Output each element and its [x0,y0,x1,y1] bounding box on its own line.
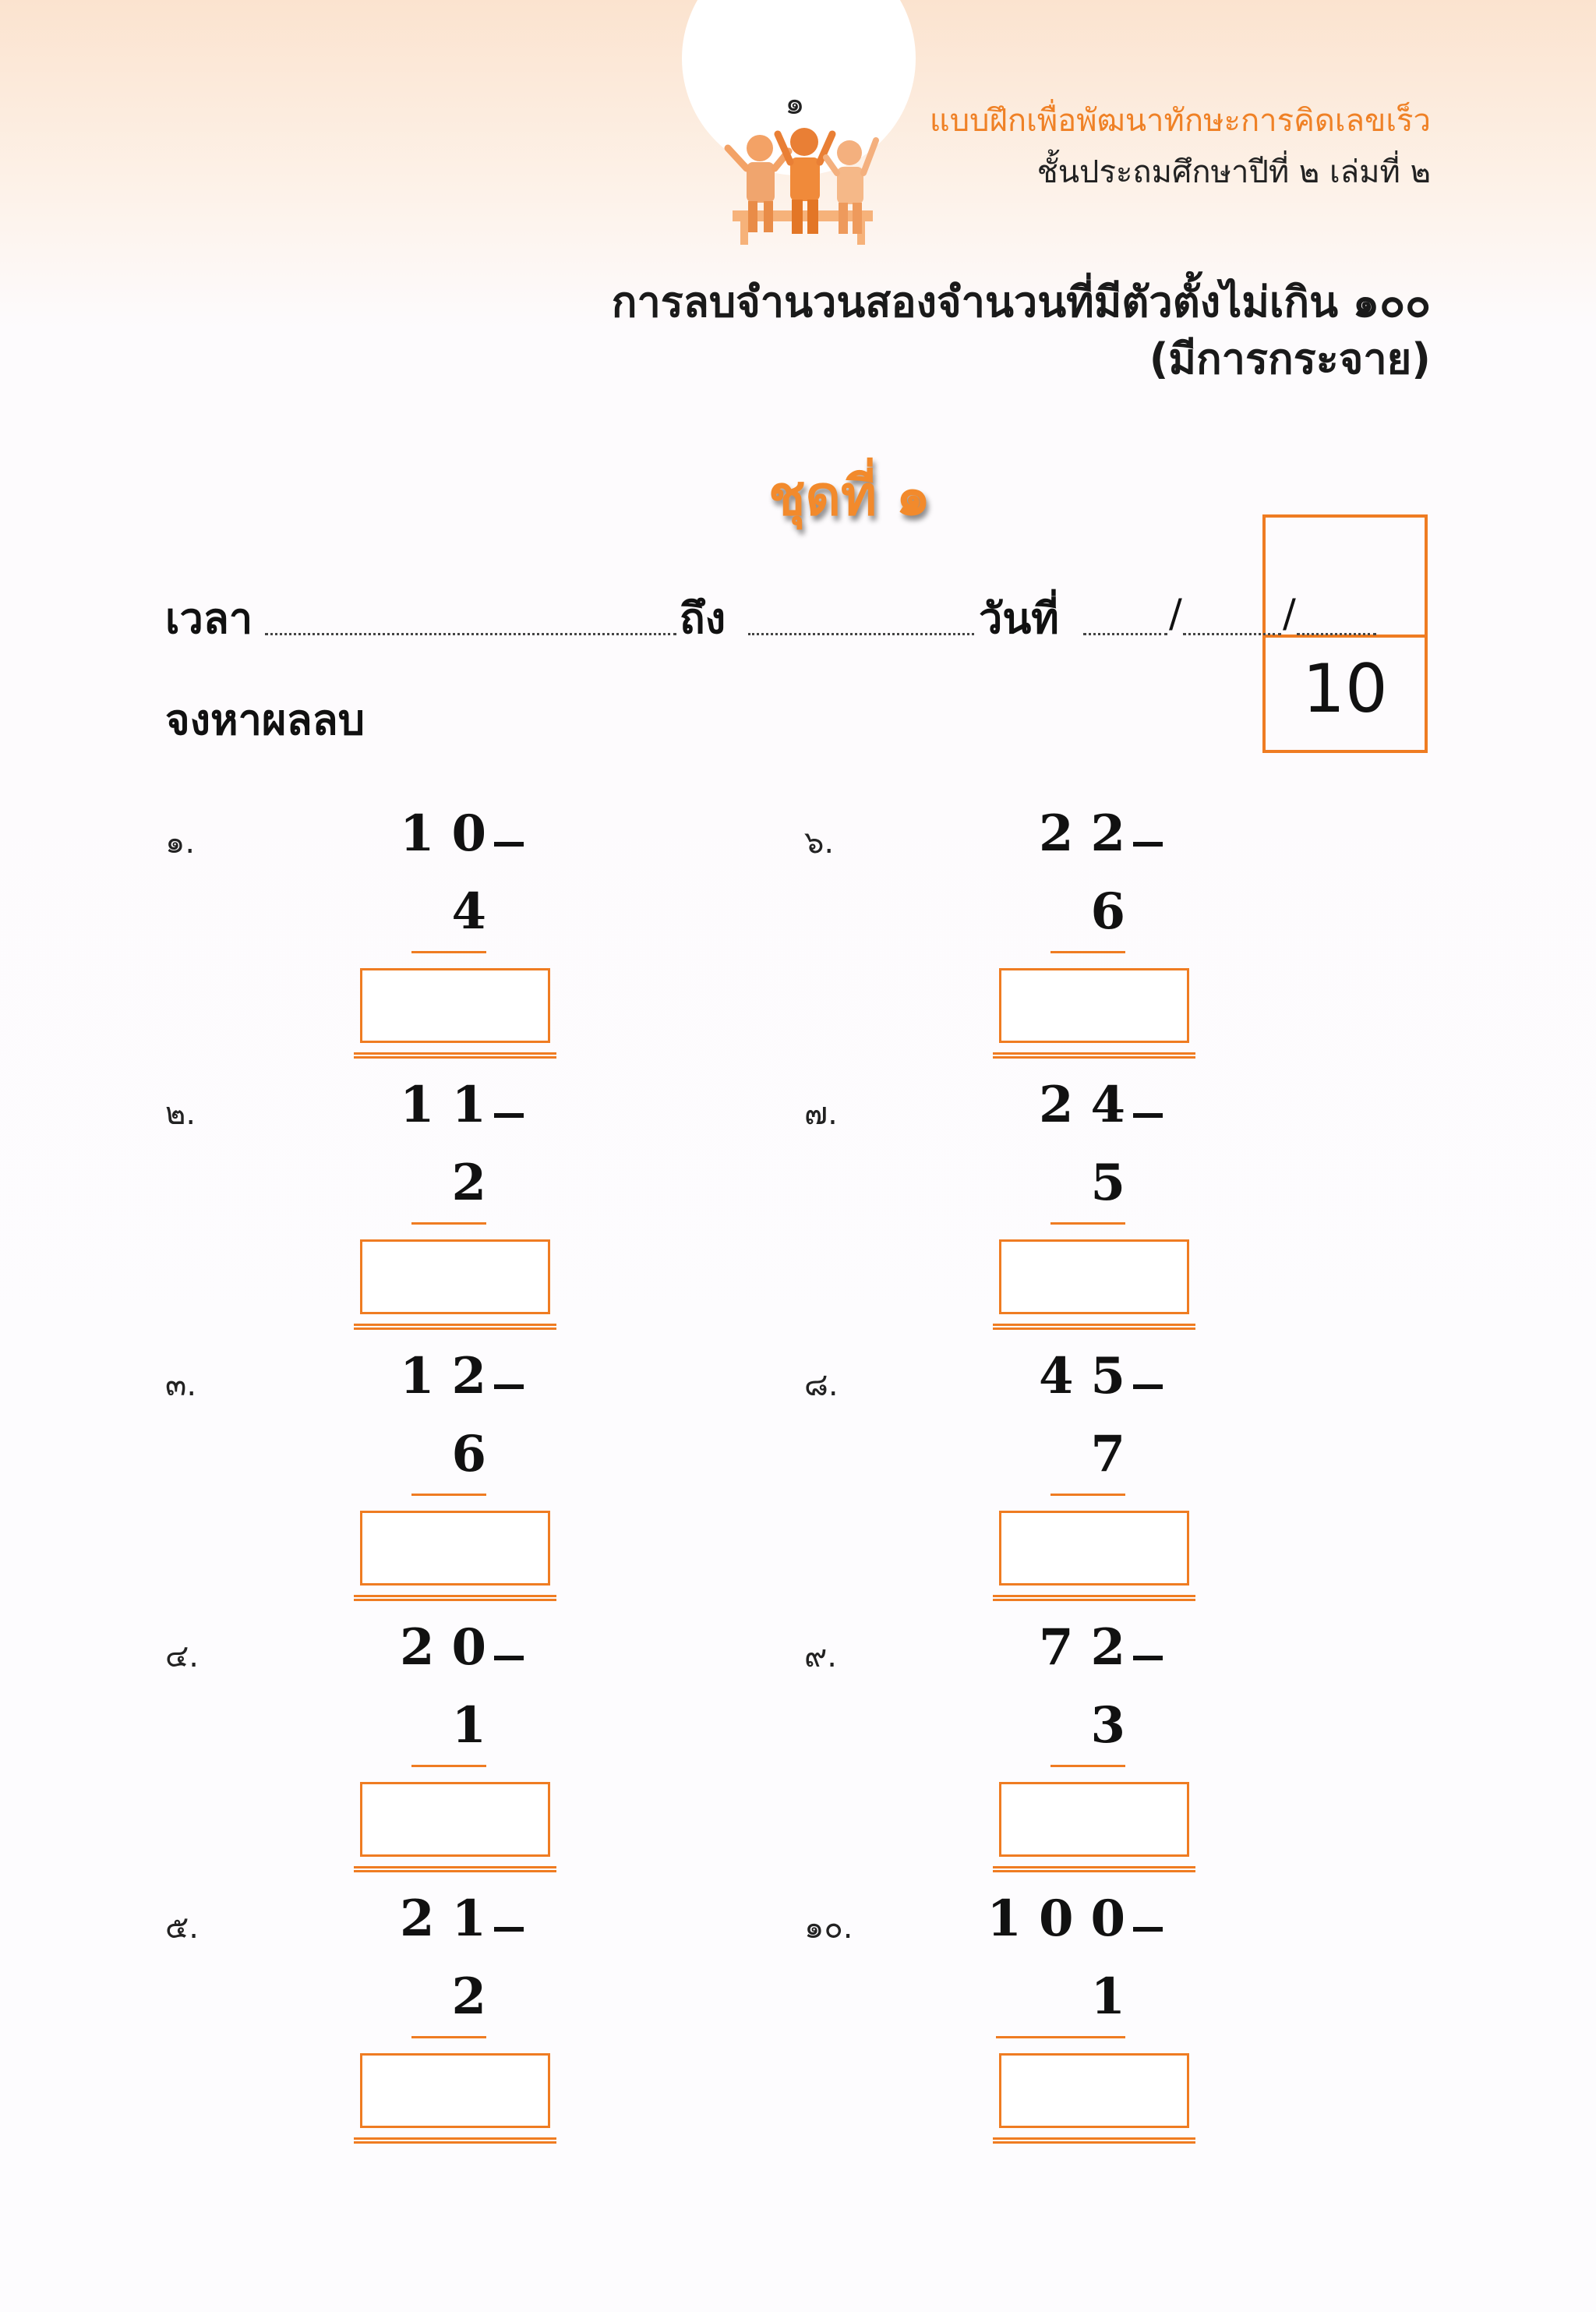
problem-7 [804,1063,1241,1313]
answer-double-line [993,1324,1195,1330]
answer-box[interactable] [999,1511,1189,1586]
answer-box[interactable] [360,1239,550,1314]
year-field[interactable] [1297,633,1376,635]
time-label: เวลา [165,594,253,643]
answer-box[interactable] [999,968,1189,1043]
subtrahend: 6 [1090,882,1125,941]
subtrahend-underline [1050,1494,1125,1496]
subtrahend: 1 [1090,1967,1125,2026]
children-cheering-illustration [717,117,888,249]
subtrahend: 3 [1090,1696,1125,1755]
minuend: 24 [1038,1076,1142,1134]
minus-sign [1133,1927,1163,1932]
subtrahend-underline [411,1765,486,1767]
title-line-1: การลบจำนวนสองจำนวนที่มีตัวตั้งไม่เกิน ๑๐๐ [611,278,1431,327]
date-label: วันที่ [979,594,1059,643]
problem-number: ๙. [804,1639,838,1674]
problem-number: ๒. [165,1096,196,1132]
problem-6 [804,792,1241,1041]
answer-double-line [354,2137,556,2144]
problem-number: ๑. [165,825,196,861]
score-total: 10 [1302,650,1388,728]
answer-box[interactable] [999,1239,1189,1314]
subtrahend-underline [996,2036,1125,2038]
minus-sign [494,1384,524,1389]
problem-2 [165,1063,602,1313]
minuend: 20 [399,1618,503,1677]
answer-box[interactable] [360,968,550,1043]
page-number: ๑ [785,86,805,122]
minuend: 11 [399,1076,503,1134]
subtrahend: 5 [1090,1154,1125,1212]
page-title [612,274,1431,388]
minuend: 21 [399,1890,503,1948]
problem-1 [165,792,602,1041]
minuend: 72 [1038,1618,1142,1677]
subtrahend-underline [1050,1765,1125,1767]
answer-box[interactable] [999,1782,1189,1857]
set-title: ชุดที่ ๑ [768,464,930,528]
day-field[interactable] [1083,633,1167,635]
minuend: 45 [1038,1347,1142,1405]
subtrahend: 2 [451,1967,486,2026]
answer-double-line [354,1595,556,1601]
answer-double-line [993,1866,1195,1872]
minus-sign [494,1113,524,1118]
start-time-field[interactable] [265,633,676,635]
month-field[interactable] [1183,633,1281,635]
subtrahend: 7 [1090,1425,1125,1483]
problem-8 [804,1335,1241,1584]
problem-10 [804,1877,1241,2126]
answer-box[interactable] [360,1511,550,1586]
minuend: 22 [1038,804,1142,863]
answer-double-line [354,1866,556,1872]
subtrahend: 6 [451,1425,486,1483]
minuend: 10 [399,804,503,863]
answer-double-line [993,2137,1195,2144]
answer-double-line [993,1595,1195,1601]
date-slash: / [1283,591,1296,636]
problem-5 [165,1877,602,2126]
date-slash: / [1169,591,1182,636]
answer-box[interactable] [360,1782,550,1857]
series-title: แบบฝึกเพื่อพัฒนาทักษะการคิดเลขเร็ว [929,103,1431,139]
subtrahend-underline [411,1494,486,1496]
problem-number: ๖. [804,825,835,861]
minus-sign [494,1656,524,1660]
subtrahend-underline [411,1222,486,1225]
answer-box[interactable] [360,2053,550,2128]
minus-sign [1133,1113,1163,1118]
subtrahend: 4 [451,882,486,941]
problem-3 [165,1335,602,1584]
problem-number: ๓. [165,1367,197,1403]
problem-9 [804,1606,1241,1855]
problem-number: ๘. [804,1367,839,1403]
title-line-2: (มีการกระจาย) [1149,334,1431,384]
grade-volume-line: ชั้นประถมศึกษาปีที่ ๒ เล่มที่ ๒ [1036,154,1431,190]
problem-number: ๑๐. [804,1910,853,1946]
problem-number: ๕. [165,1910,199,1946]
problem-number: ๗. [804,1096,838,1132]
answer-double-line [354,1324,556,1330]
minus-sign [1133,1384,1163,1389]
minus-sign [494,842,524,847]
subtrahend-underline [411,951,486,953]
answer-double-line [993,1052,1195,1059]
subtrahend: 1 [451,1696,486,1755]
problem-number: ๔. [165,1639,199,1674]
to-label: ถึง [680,594,726,643]
minuend: 12 [399,1347,503,1405]
minuend: 100 [987,1890,1142,1948]
minus-sign [1133,842,1163,847]
end-time-field[interactable] [748,633,974,635]
subtrahend-underline [1050,1222,1125,1225]
instruction: จงหาผลลบ [165,695,365,744]
problem-4 [165,1606,602,1855]
subtrahend-underline [411,2036,486,2038]
subtrahend-underline [1050,951,1125,953]
minus-sign [494,1927,524,1932]
answer-box[interactable] [999,2053,1189,2128]
answer-double-line [354,1052,556,1059]
minus-sign [1133,1656,1163,1660]
subtrahend: 2 [451,1154,486,1212]
